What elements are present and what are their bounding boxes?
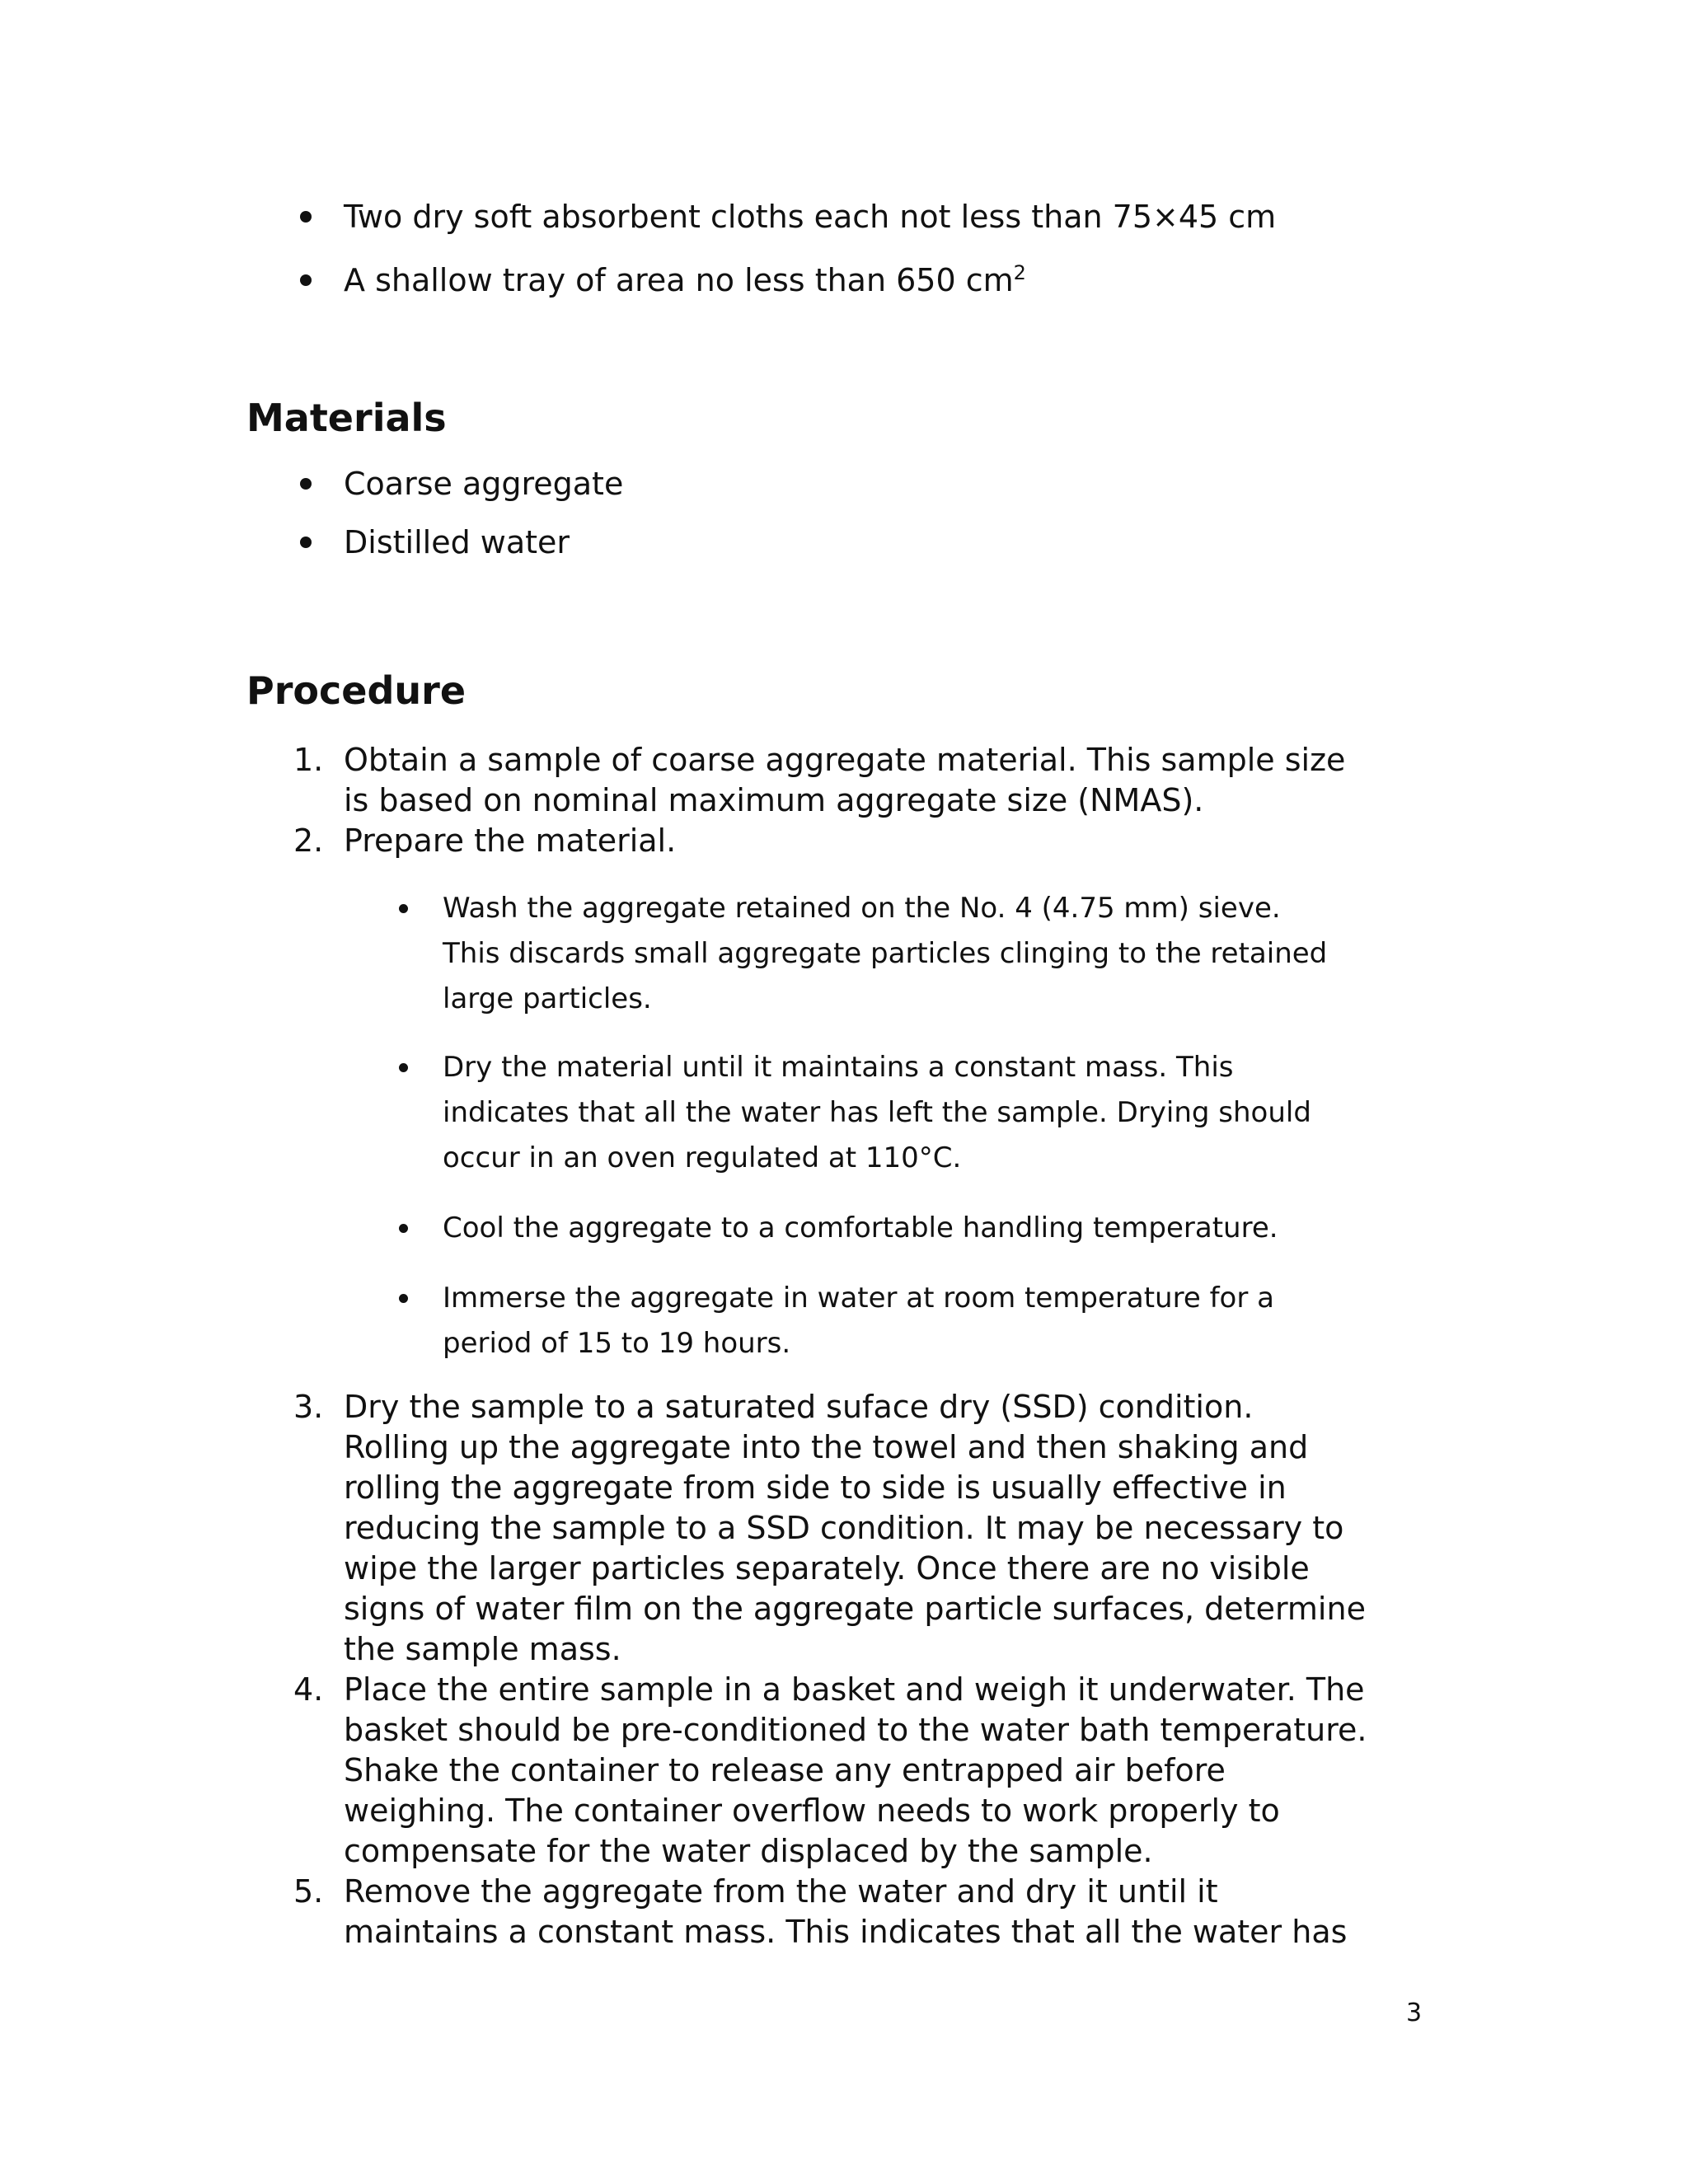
procedure-step-4: Place the entire sample in a basket and weigh it underwater. The basket should be pre-conditioned to the water bath temperature. Shake the container to release any entrapped air before weighing. The container overflow needs to work properly to compensate for the water displaced by the sample.	[344, 1671, 1367, 1869]
tray-text: A shallow tray of area no less than 650 cm	[344, 262, 1014, 298]
procedure-step-3: Dry the sample to a saturated suface dry (SSD) condition. Rolling up the aggregate into the towel and then shaking and rolling the aggregate from side to side is usually effective in reducing the sample to a SSD condition. It may be necessary to wipe the larger particles separately. Once there are no visible signs of water film on the aggregate particle surfaces, determine the sample mass.	[344, 1389, 1366, 1667]
bullet-icon	[300, 478, 312, 490]
step-number: 3.	[293, 1389, 324, 1425]
procedure-step-1: Obtain a sample of coarse aggregate material. This sample size is based on nominal maximum aggregate size (NMAS).	[344, 742, 1346, 818]
bullet-icon	[300, 274, 312, 286]
unit-exponent: 2	[1013, 261, 1026, 284]
bullet-icon	[399, 1063, 408, 1072]
step-number: 5.	[293, 1873, 324, 1910]
procedure-heading: Procedure	[246, 668, 467, 713]
bullet-icon	[300, 537, 312, 548]
bullet-icon	[399, 1224, 408, 1233]
procedure-step-2: Prepare the material.	[344, 823, 677, 859]
bullet-icon	[399, 904, 408, 913]
step-number: 2.	[293, 823, 324, 859]
bullet-icon	[399, 1294, 408, 1303]
document-page: Two dry soft absorbent cloths each not less than 75×45 cm A shallow tray of area no less than 650 $cm^2$ Materials Coarse aggregate Distilled water Procedure 1. Obtain a sample of coarse aggregate material. This sample size is based on nominal maximum aggregate size (NMAS). 2. Prepare the material. Wash the aggregate retained on the No. 4 (4.75 mm) sieve. This discards small aggregate particles clinging to the retained large particles. Dry the material until it maintains a constant mass. This indicates that all the water has left the sample. Drying should occur in an oven regulated at 110°C. Cool the aggregate to a comfortable handling temperature. Immerse the aggregate in water at room temperature for a period of 15 to 19 hours. 3. Dry the sample to a saturated suface dry (SSD) condition. Rolling up the aggregate into the towel and then shaking and rolling the aggregate from side to side is usually effective in reducing the sample to a SSD condition. It may be necessary to wipe the larger particles separately. Once there are no visible signs of water film on the aggregate particle surfaces, determine the sample mass. 4. Place the entire sample in a basket and weigh it underwater. The basket should be pre-conditioned to the water bath temperature. Shake the container to release any entrapped air before weighing. The container overflow needs to work properly to compensate for the water displaced by the sample. 5. Remove the aggregate from the water and dry it until it maintains a constant mass. This indicates that all the water has 3	[0, 0, 1688, 2184]
materials-heading: Materials	[246, 396, 447, 440]
page-number: 3	[1406, 1999, 1423, 2027]
procedure-step-5: Remove the aggregate from the water and dry it until it maintains a constant mass. This indicates that all the water has	[344, 1873, 1348, 1950]
step-number: 1.	[293, 742, 324, 778]
step-number: 4.	[293, 1671, 324, 1708]
bullet-icon	[300, 211, 312, 223]
